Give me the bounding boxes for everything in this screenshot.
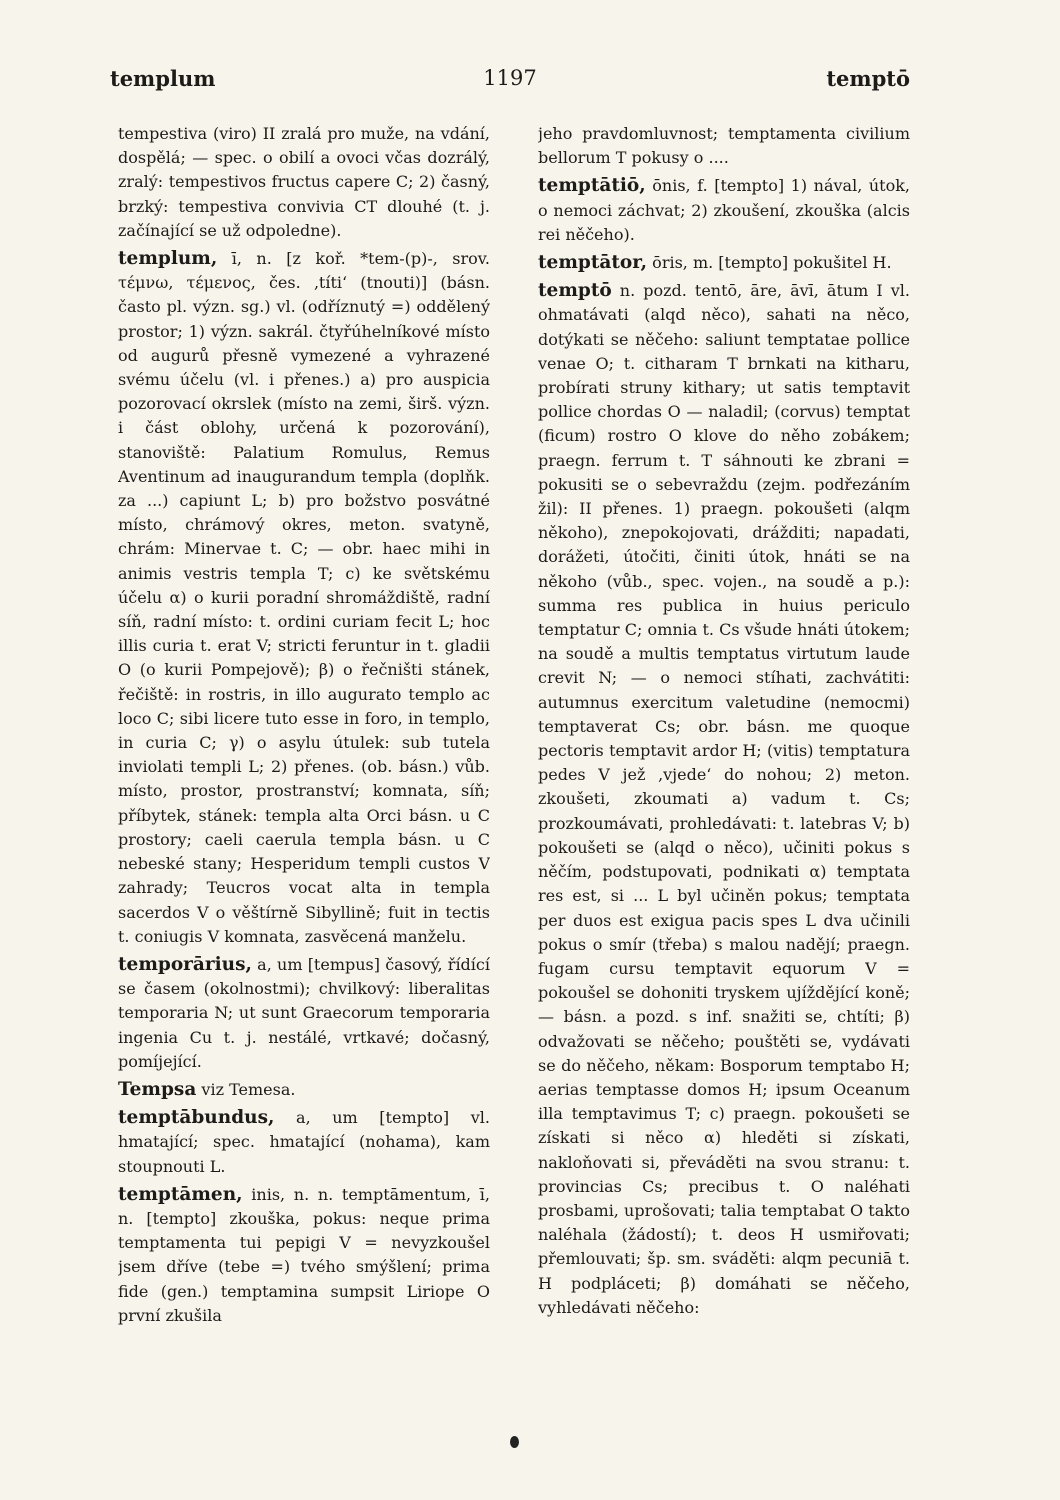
entry-text: a, um [tempto] vl. hmatající; spec. hmatající (nohama), kam stoupnouti L. <box>118 1108 490 1176</box>
headword: temptāmen, <box>118 1183 243 1205</box>
right-column <box>538 122 910 1412</box>
headword: temptātiō, <box>538 175 646 197</box>
dictionary-entry <box>118 1183 490 1328</box>
entry-text: jeho pravdomluvnost; temptamenta civilium bellorum T pokusy o .... <box>538 124 910 168</box>
headword: Tempsa <box>118 1078 197 1100</box>
header-right-guide-word: temptō <box>826 66 910 91</box>
header-left-guide-word: templum <box>110 66 216 91</box>
headword: templum, <box>118 248 218 270</box>
headword: temptātor, <box>538 252 648 274</box>
dictionary-entry <box>118 1106 490 1179</box>
entry-text: ōnis, f. [tempto] 1) nával, útok, o nemoci záchvat; 2) zkoušení, zkouška (alcis rei něčeho). <box>538 176 910 244</box>
dictionary-entry <box>538 251 910 275</box>
dictionary-entry <box>118 1078 490 1102</box>
headword: temporārius, <box>118 953 252 975</box>
headword: temptō <box>538 280 612 302</box>
entry-text: inis, n. n. temptāmentum, ī, n. [tempto] zkouška, pokus: neque prima temptamenta tui pepigi V = nevyzkoušel jsem dříve (tebe =) tvého smýšlení; prima fide (gen.) temptamina sumpsit Liriope O první zkušila <box>118 1184 490 1325</box>
dictionary-entry <box>118 953 490 1074</box>
entry-text: tempestiva (viro) II zralá pro muže, na vdání, dospělá; — spec. o obilí a ovoci včas dozrálý, zralý: tempestivos fructus capere C; 2) časný, brzký: tempestiva convivia CT dlouhé (t. j. začínající se už odpoledne). <box>118 124 490 240</box>
entry-continuation <box>118 122 490 243</box>
dictionary-entry <box>118 247 490 949</box>
ink-dot-mark <box>510 1436 519 1448</box>
left-column <box>118 122 490 1412</box>
dictionary-entry <box>538 174 910 247</box>
entry-text: ōris, m. [tempto] pokušitel H. <box>647 253 892 273</box>
entry-text: a, um [tempus] časový, řídící se časem (okolnostmi); chvilkový: liberalitas temporaria N; ut sunt Graecorum temporaria ingenia Cu t. j. nestálé, vrtkavé; dočasný, pomíjející. <box>118 954 490 1071</box>
dictionary-entry <box>538 279 910 1320</box>
headword: temptābundus, <box>118 1107 275 1129</box>
entry-text: viz Temesa. <box>196 1079 296 1099</box>
page-number: 1197 <box>483 66 537 90</box>
entry-text: n. pozd. tentō, āre, āvī, ātum I vl. ohmatávati (alqd něco), sahati na něco, dotýkati se něčeho: saliunt temptatae pollice venae O; t. citharam T brnkati na kitharu, probírati struny kithary; ut satis temptavit pollice chordas O — naladil; (corvus) temptat (ficum) rostro O klove do něho zobákem; praegn. ferrum t. T sáhnouti ke zbrani = pokusiti se o sebevraždu (zejm. podřezáním žil): II přenes. 1) praegn. pokoušeti (alqm někoho), znepokojovati, drážditi; napadati, dorážeti, útočiti, činiti útok, hnáti se na někoho (vůb., spec. vojen., na soudě a p.): summa res publica in huius periculo temptatur C; omnia t. Cs všude hnáti útokem; na soudě a multis temptatus virtutum laude crevit N; — o nemoci stíhati, zachvátiti: autumnus exercitum valetudine (nemocmi) temptaverat Cs; obr. básn. me quoque pectoris temptavit ardor H; (vitis) temptatura pedes V jež ‚vjede‘ do nohou; 2) meton. zkoušeti, zkoumati a) vadum t. Cs; prozkoumávati, prohledávati: t. latebras V; b) pokoušeti se (alqd o něco), učiniti pokus s něčím, podstupovati, podnikati α) temptata res est, si ... L byl učiněn pokus; temptata per duos est exigua pacis spes L dva učinili pokus o smír (třeba) s malou nadějí; praegn. fugam cursu temptavit equorum V = pokoušel se dohoniti tryskem ujíždějící koně; — básn. a pozd. s inf. snažiti se, chtíti; β) odvažovati se něčeho; pouštěti se, vydávati se do něčeho, někam: Bosporum temptabo H; aerias temptasse domos H; ipsum Oceanum illa temptavimus T; c) praegn. pokoušeti se získati si něco α) hleděti si získati, nakloňovati si, převáděti na svou stranu: t. provincias Cs; precibus t. O naléhati prosbami, uprošovati; talia temptabat O takto naléhala (žádostí); t. deos H usmiřovati; přemlouvati; šp. sm. sváděti: alqm pecuniā t. H podpláceti; β) domáhati se něčeho, vyhledávati něčeho: <box>538 281 910 1317</box>
entry-continuation <box>538 122 910 170</box>
entry-text: ī, n. [z koř. *tem-(p)-, srov. τέμνω, τέμενος, čes. ‚títi‘ (tnouti)] (básn. často pl. význ. sg.) vl. (odříznutý =) oddělený prostor; 1) význ. sakrál. čtyřúhelníkové místo od augurů přesně vymezené a vyhrazené svému účelu (vl. i přenes.) a) pro auspicia pozorovací okrslek (místo na zemi, širš. význ. i část oblohy, určená k pozorování), stanoviště: Palatium Romulus, Remus Aventinum ad inaugurandum templa (doplňk. za ...) capiunt L; b) pro božstvo posvátné místo, chrámový okres, meton. svatyně, chrám: Minervae t. C; — obr. haec mihi in animis vestris templa T; c) ke světskému účelu α) o kurii poradní shromáždiště, radní síň, radní místo: t. ordini curiam fecit L; hoc illis curia t. erat V; stricti feruntur in t. gladii O (o kurii Pompejově); β) o řečništi stánek, řečiště: in rostris, in illo augurato templo ac loco C; sibi licere tuto esse in foro, in templo, in curia C; γ) o asylu útulek: sub tutela inviolati templi L; 2) přenes. (ob. básn.) vůb. místo, prostor, prostranství; komnata, síň; příbytek, stánek: templa alta Orci básn. u C prostory; caeli caerula templa básn. u C nebeské stany; Hesperidum templi custos V zahrady; Teucros vocat alta in templa sacerdos V o věštírně Sibyllině; fuit in tectis t. coniugis V komnata, zasvěcená manželu. <box>118 249 490 946</box>
page-header <box>110 66 910 98</box>
